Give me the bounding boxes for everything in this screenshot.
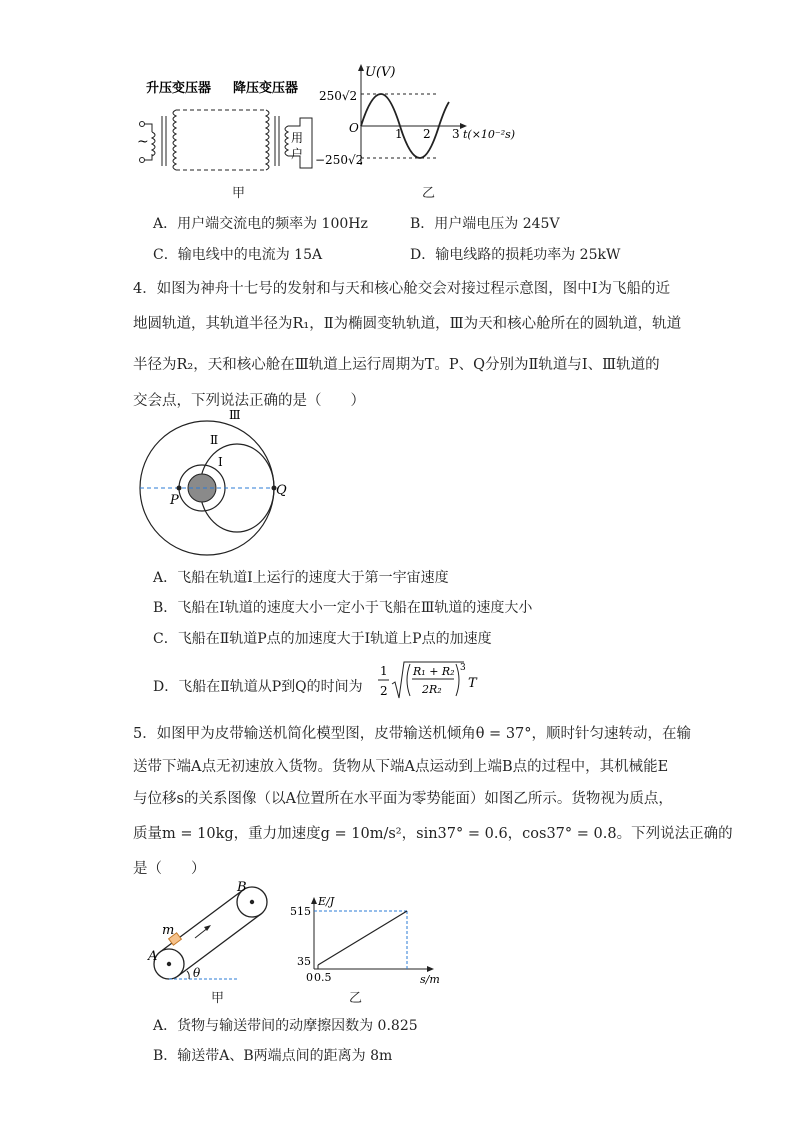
q4-stem-line-3: 半径为R₂，天和核心舱在Ⅲ轨道上运行周期为T。P、Q分别为Ⅱ轨道与Ⅰ、Ⅲ轨道的 <box>133 357 660 373</box>
graph-tick-3: 3 <box>452 127 460 141</box>
energy-displacement-graph <box>290 895 450 990</box>
fig5-caption-right: 乙 <box>349 991 363 1006</box>
graph-tick-2: 2 <box>423 127 431 141</box>
q4-option-d-text: D．飞船在Ⅱ轨道从P到Q的时间为 <box>153 679 363 695</box>
q5-stem-line-1: 5．如图甲为皮带输送机简化模型图，皮带输送机倾角θ = 37°，顺时针匀速转动，在输 <box>133 726 692 742</box>
q4-option-d-formula <box>376 658 486 704</box>
point-p-label: P <box>170 493 179 508</box>
q4-stem-line-1: 4．如图为神舟十七号的发射和与天和核心舱交会对接过程示意图，图中Ⅰ为飞船的近 <box>133 281 670 297</box>
label-m: m <box>162 923 175 938</box>
q5-stem-line-2: 送带下端A点无初速放入货物。货物从下端A点运动到上端B点的过程中，其机械能E <box>133 759 669 775</box>
orbit-label-ii: Ⅱ <box>210 433 219 447</box>
label-b: B <box>237 880 247 895</box>
graph-e-origin: 0 <box>306 971 313 984</box>
q5-stem-line-4: 质量m = 10kg，重力加速度g = 10m/s²，sin37° = 0.6，cos37° = 0.8。下列说法正确的 <box>133 826 733 842</box>
formula-half-num: 1 <box>380 664 388 678</box>
graph-ytop-label: 250√2 <box>319 89 358 103</box>
q4-stem-line-2: 地圆轨道，其轨道半径为R₁，Ⅱ为椭圆变轨轨道，Ⅲ为天和核心舱所在的圆轨道，轨道 <box>133 316 682 332</box>
graph-xlabel: t(×10⁻²s) <box>463 128 516 141</box>
graph-ylabel: U(V) <box>365 65 396 80</box>
q3-option-c: C．输电线中的电流为 15A <box>153 247 323 263</box>
fig5-caption-left: 甲 <box>211 991 225 1006</box>
orbit-diagram <box>132 408 287 558</box>
graph-e-ylabel: E/J <box>318 895 335 908</box>
graph-ybottom-label: −250√2 <box>315 153 364 167</box>
q4-option-a: A．飞船在轨道Ⅰ上运行的速度大于第一宇宙速度 <box>153 570 449 586</box>
q5-option-a: A．货物与输送带间的动摩擦因数为 0.825 <box>153 1018 418 1034</box>
graph-origin-label: O <box>349 121 359 135</box>
graph-e-35: 35 <box>297 955 311 968</box>
q5-option-b: B．输送带A、B两端点间的距离为 8m <box>153 1048 393 1064</box>
q4-option-b: B．飞船在Ⅰ轨道的速度大小一定小于飞船在Ⅲ轨道的速度大小 <box>153 600 533 616</box>
graph-e-x05: 0.5 <box>314 971 332 984</box>
graph-tick-1: 1 <box>395 127 403 141</box>
formula-power: 3 <box>460 663 466 673</box>
q4-stem-line-4: 交会点，下列说法正确的是（ ） <box>133 393 365 409</box>
q4-option-c: C．飞船在Ⅱ轨道P点的加速度大于Ⅰ轨道上P点的加速度 <box>153 631 492 647</box>
orbit-label-iii: Ⅲ <box>229 408 241 422</box>
fig3-caption-right: 乙 <box>422 186 436 201</box>
fig3-caption-left: 甲 <box>232 186 246 201</box>
formula-inner-num: R₁ + R₂ <box>413 665 455 678</box>
q5-stem-line-3: 与位移s的关系图像（以A位置所在水平面为零势能面）如图乙所示。货物视为质点， <box>133 791 673 807</box>
orbit-label-i: Ⅰ <box>218 455 223 469</box>
step-up-transformer-label: 升压变压器 <box>146 81 212 96</box>
voltage-time-graph <box>315 60 515 175</box>
formula-half-den: 2 <box>380 684 388 698</box>
conveyor-belt-figure <box>145 880 275 985</box>
step-down-transformer-label: 降压变压器 <box>233 81 299 96</box>
formula-period: T <box>468 676 477 691</box>
graph-e-515: 515 <box>290 905 311 918</box>
user-label-top: 用 <box>291 131 304 145</box>
label-theta: θ <box>193 966 201 980</box>
q3-option-b: B．用户端电压为 245V <box>410 216 560 232</box>
label-a: A <box>148 949 158 964</box>
point-q-label: Q <box>276 483 287 498</box>
formula-inner-den: 2R₂ <box>422 683 442 696</box>
q5-stem-line-5: 是（ ） <box>133 861 206 877</box>
user-label-bottom: 户 <box>291 147 304 161</box>
transformer-circuit-figure <box>128 70 318 175</box>
q3-option-a: A．用户端交流电的频率为 100Hz <box>153 216 368 232</box>
q3-option-d: D．输电线路的损耗功率为 25kW <box>410 247 621 263</box>
graph-e-xlabel: s/m <box>420 973 440 986</box>
ac-source-symbol: ~ <box>137 134 149 150</box>
